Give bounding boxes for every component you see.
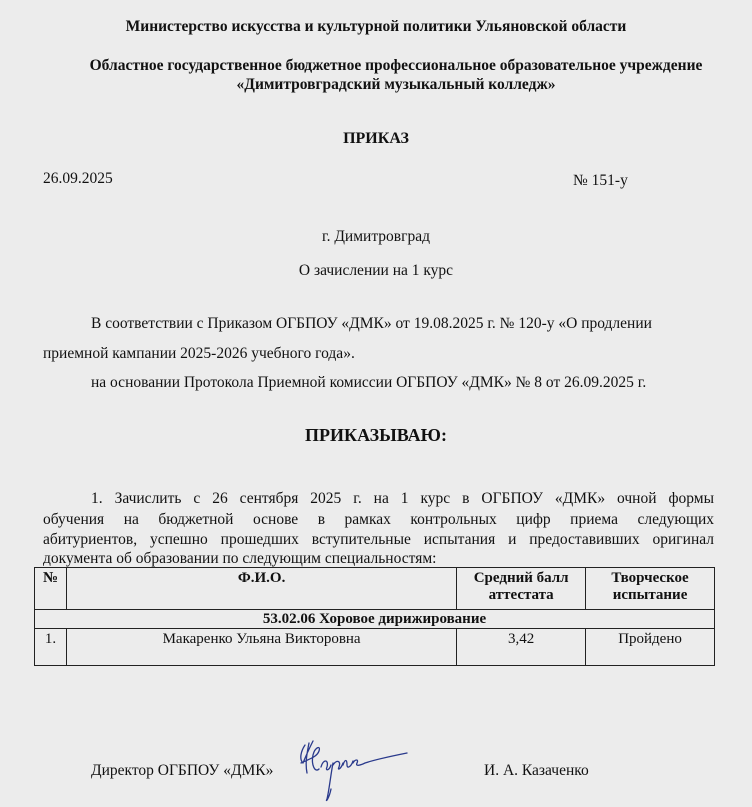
cell-number: 1. <box>35 629 67 666</box>
order-date: 26.09.2025 <box>43 170 113 187</box>
cell-full-name: Макаренко Ульяна Викторовна <box>66 629 456 666</box>
preamble-paragraph1-line2: приемной кампании 2025-2026 учебного года». <box>43 345 355 362</box>
table-row <box>35 629 715 666</box>
header-number: № <box>35 568 67 610</box>
order-city: г. Димитровград <box>322 228 430 245</box>
header-creative-exam: Творческое испытание <box>586 568 715 610</box>
preamble-paragraph2: на основании Протокола Приемной комиссии ОГБПОУ «ДМК» № 8 от 26.09.2025 г. <box>91 374 647 391</box>
institution-name-line1: Областное государственное бюджетное профессиональное образовательное учреждение <box>89 57 703 74</box>
handwritten-signature <box>295 733 410 805</box>
item1-line2: обучения на бюджетной основе в рамках контрольных цифр приема следующих <box>43 511 714 528</box>
enrollment-table <box>34 567 715 666</box>
order-number: № 151-у <box>573 172 628 189</box>
header-avg-score: Средний балл аттестата <box>457 568 586 610</box>
item1-line3: абитуриентов, успешно прошедших вступительные испытания и предоставивших оригинал <box>43 531 714 548</box>
header-full-name: Ф.И.О. <box>66 568 456 610</box>
table-header-row <box>35 568 715 610</box>
specialty-name: 53.02.06 Хоровое дирижирование <box>35 610 715 629</box>
decree-heading: ПРИКАЗЫВАЮ: <box>305 425 447 445</box>
cell-avg-score: 3,42 <box>457 629 586 666</box>
cell-creative-exam: Пройдено <box>586 629 715 666</box>
signatory-name: И. А. Казаченко <box>484 762 589 779</box>
item1-line4: документа об образовании по следующим специальностям: <box>43 550 437 567</box>
ministry-name: Министерство искусства и культурной политики Ульяновской области <box>125 18 627 35</box>
order-title: ПРИКАЗ <box>343 130 409 147</box>
signatory-title: Директор ОГБПОУ «ДМК» <box>91 762 274 779</box>
order-subject: О зачислении на 1 курс <box>298 262 454 279</box>
specialty-row <box>35 610 715 629</box>
institution-name-line2: «Димитровградский музыкальный колледж» <box>236 76 556 93</box>
preamble-paragraph1-line1: В соответствии с Приказом ОГБПОУ «ДМК» от 19.08.2025 г. № 120-у «О продлении <box>91 315 652 332</box>
item1-line1: 1. Зачислить с 26 сентября 2025 г. на 1 курс в ОГБПОУ «ДМК» очной формы <box>91 490 714 507</box>
